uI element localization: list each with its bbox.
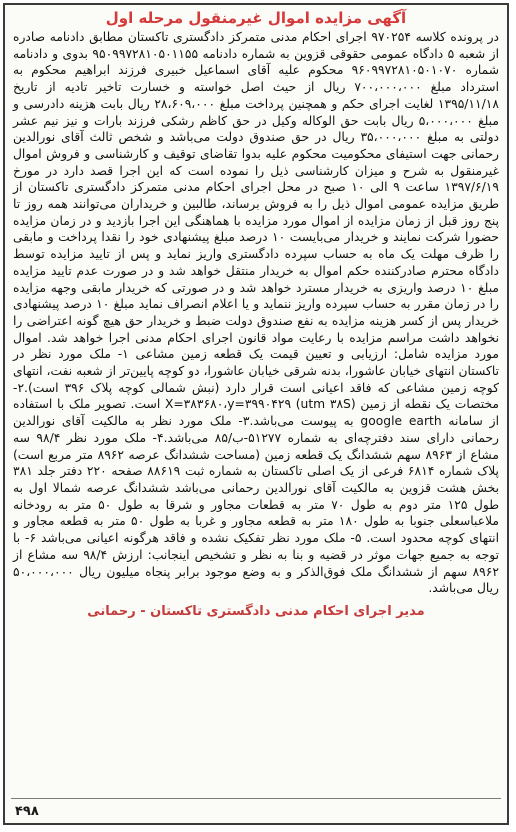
- notice-signature: مدیر اجرای احکام مدنی دادگستری تاکستان - رحمانی: [87, 603, 425, 619]
- notice-code: ۴۹۸: [15, 804, 39, 819]
- footer-divider: [11, 798, 501, 799]
- notice-paragraph: در پرونده کلاسه ۹۷۰۲۵۴ اجرای احکام مدنی متمرکز دادگستری تاکستان مطابق دادنامه صادره از شعبه ۵ دادگاه عمومی حقوقی قزوین به شماره دادنامه ۹۵۰۹۹۷۲۸۱۰۵۰۱۱۵۵ بدوی و دادنامه شماره ۹۶۰۹۹۷۲۸۱۰۵۰۱۰۷۰ محکوم علیه آقای اسماعیل خبیری فرزند ابراهیم محکوم به استرداد مبلغ ۷۰۰،۰۰۰،۰۰۰ ریال از حیث اصل خواسته و خسارت تاخیر تادیه از تاریخ ۱۳۹۵/۱۱/۱۸ لغایت اجرای حکم و همچنین پرداخت مبلغ ۲۸،۶۰۹،۰۰۰ ریال بابت هزینه دادرسی و مبلغ ۵،۰۰۰،۰۰۰ ریال بابت حق الوکاله وکیل در حق کاظم رشکی فرزند بارات و نیز نیم عشر دولتی به مبلغ ۳۵،۰۰۰،۰۰۰ ریال در حق صندوق دولت می‌باشد و شخص ثالث آقای نورالدین رحمانی جهت استیفای محکومیت محکوم علیه بدوا تقاضای توقیف و کارشناسی و فروش اموال غیرمنقول به شرح و میزان کارشناسی ذیل را نموده است که این اجرا قصد دارد در مورخ ۱۳۹۷/۶/۱۹ ساعت ۹ الی ۱۰ صبح در محل اجرای احکام مدنی متمرکز دادگستری تاکستان از طریق مزایده عمومی اموال ذیل را به فروش برساند، طالبین و خریداران می‌توانند همه روز تا پنج روز قبل از زمان مزایده از اموال مورد مزایده با هماهنگی این اجرا بازدید و در زمان مزایده حضورا شرکت نمایند و خریدار می‌بایست ۱۰ درصد مبلغ پیشنهادی خود را نقدا پرداخت و مابقی را ظرف مهلت یک ماه به حساب سپرده دادگستری واریز نماید و پس از تایید مزایده توسط دادگاه محترم صادرکننده حکم اموال به خریدار منتقل خواهد شد و در صورت عدم تایید مزایده مبلغ ۱۰ درصد واریزی به خریدار مسترد خواهد شد و در صورتی که خریدار مابقی وجهه مزایده را در زمان مقرر به حساب سپرده واریز ننماید و یا اعلام انصراف نماید مبلغ ۱۰ درصد پیشنهادی خریدار پس از کسر هزینه مزایده به نفع صندوق دولت ضبط و خریدار حق هیچ گونه اعتراضی را نخواهد داشت مراسم مزایده با رعایت مواد قانون اجرای احکام مدنی اجرا خواهد شد. اموال مورد مزایده شامل: ارزیابی و تعیین قیمت یک قطعه زمین مشاعی ۱- ملک مورد نظر در تاکستان انتهای خیابان عاشورا، بدنه شرقی خیابان عاشورا، دو کوچه پایین‌تر از شعبه نفت، انتهای کوچه زمین مشاعی که فاقد اعیانی است قرار دارد (نبش شمالی کوچه پلاک ۳۹۶ است).۲- مختصات یک نقطه از زمین X=۳۸۳۶۸۰،y=۳۹۹۰۴۲۹ (utm ۳۸S) است. تصویر ملک با استفاده از سامانه google earth به پیوست می‌باشد.۳- ملک مورد نظر به مالکیت آقای نورالدین رحمانی دارای سند دفترچه‌ای به شماره ۵۱۲۷۷-ب/۸۵ می‌باشد.۴- ملک مورد نظر ۹۸/۴ سه مشاع از ۸۹۶۳ سهم ششدانگ یک قطعه زمین (مساحت ششدانگ عرصه ۸۹۶۲ متر مربع است) پلاک شماره ۶۸۱۴ فرعی از یک اصلی تاکستان به شماره ثبت ۸۸۶۱۹ صفحه ۲۲۰ دفتر جلد ۳۸۱ بخش هشت قزوین به مالکیت آقای نورالدین رحمانی می‌باشد ششدانگ عرصه شمالا اول به طول ۱۲۵ متر دوم به طول ۷۰ متر به قطعات مجاور و شرقا به طول ۵۰ متر به رودخانه ملاعباسعلی جنوبا به طول ۱۸۰ متر به قطعه مجاور و غربا به طول ۵۰ متر به قطعه مجاور و انتهای کوچه محدود است. ۵- ملک مورد نظر تفکیک نشده و فاقد هرگونه اعیانی می‌باشد ۶- با توجه به جمیع جهات موثر در قضیه و بنا به نظر و تشخیص اینجانب: ارزش ۹۸/۴ سه مشاع از ۸۹۶۲ سهم از ششدانگ ملک فوق‌الذکر و به وضع موجود برابر پنجاه میلیون ریال ۵۰،۰۰۰،۰۰۰ ریال می‌باشد.: [13, 30, 500, 596]
- notice-body: [13, 29, 499, 597]
- notice-title: آگهی مزایده اموال غیرمنقول مرحله اول: [105, 9, 407, 27]
- auction-notice: [3, 3, 509, 825]
